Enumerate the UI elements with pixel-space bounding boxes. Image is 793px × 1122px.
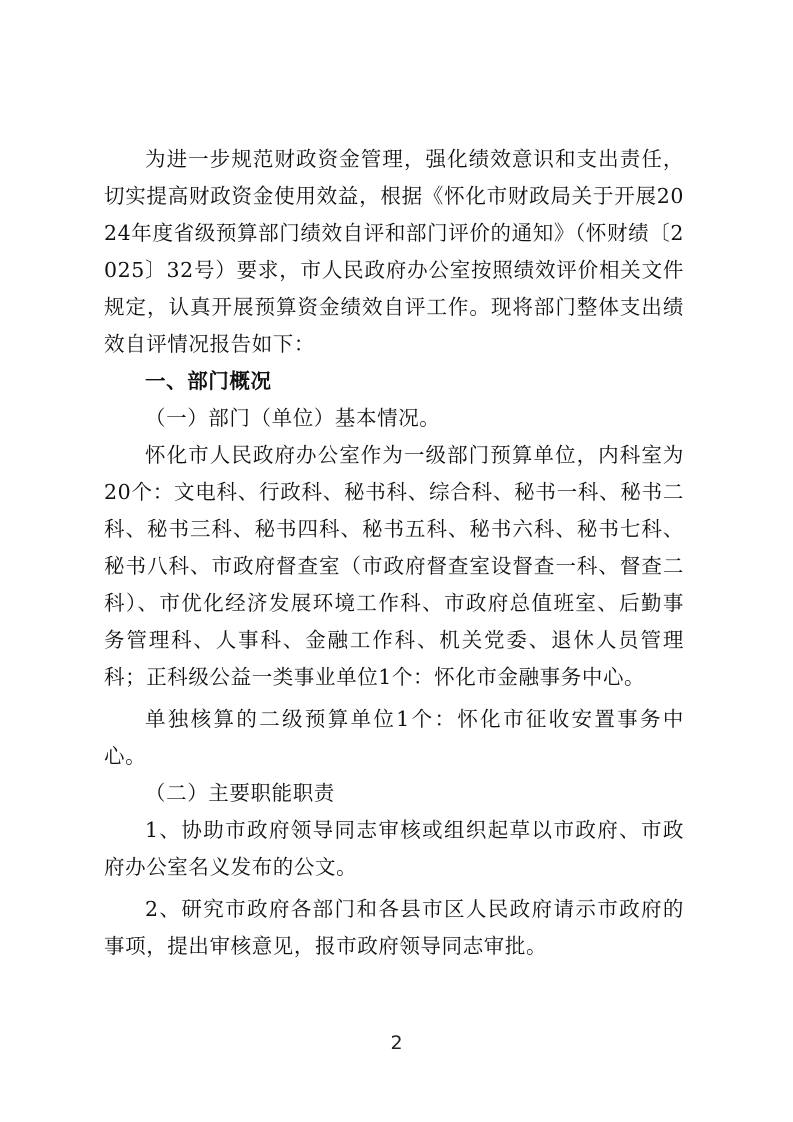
section-heading-department-overview: 一、部门概况 bbox=[145, 369, 272, 393]
page-number: 2 bbox=[390, 1032, 403, 1054]
duty-item-2: 2、研究市政府各部门和各县市区人民政府请示市政府的事项，提出审核意见，报市政府领导同志审批。 bbox=[104, 897, 684, 958]
duty-item-1: 1、协助市政府领导同志审核或组织起草以市政府、市政府办公室名义发布的公文。 bbox=[104, 818, 684, 879]
intro-paragraph: 为进一步规范财政资金管理，强化绩效意识和支出责任，切实提高财政资金使用效益，根据《怀化市财政局关于开展2024年度省级预算部门绩效自评和部门评价的通知》（怀财绩〔2025〕32号）要求，市人民政府办公室按照绩效评价相关文件规定，认真开展预算资金绩效自评工作。现将部门整体支出绩效自评情况报告如下： bbox=[104, 147, 684, 356]
second-level-unit-paragraph: 单独核算的二级预算单位1个：怀化市征收安置事务中心。 bbox=[104, 707, 684, 768]
subsection-heading-main-duties: （二）主要职能职责 bbox=[145, 781, 335, 805]
document-body bbox=[104, 141, 684, 965]
basic-info-paragraph: 怀化市人民政府办公室作为一级部门预算单位，内科室为20个：文电科、行政科、秘书科、综合科、秘书一科、秘书二科、秘书三科、秘书四科、秘书五科、秘书六科、秘书七科、秘书八科、市政府督查室（市政府督查室设督查一科、督查二科）、市优化经济发展环境工作科、市政府总值班室、后勤事务管理科、人事科、金融工作科、机关党委、退休人员管理科；正科级公益一类事业单位1个：怀化市金融事务中心。 bbox=[104, 443, 684, 689]
subsection-heading-basic-info: （一）部门（单位）基本情况。 bbox=[145, 406, 441, 430]
